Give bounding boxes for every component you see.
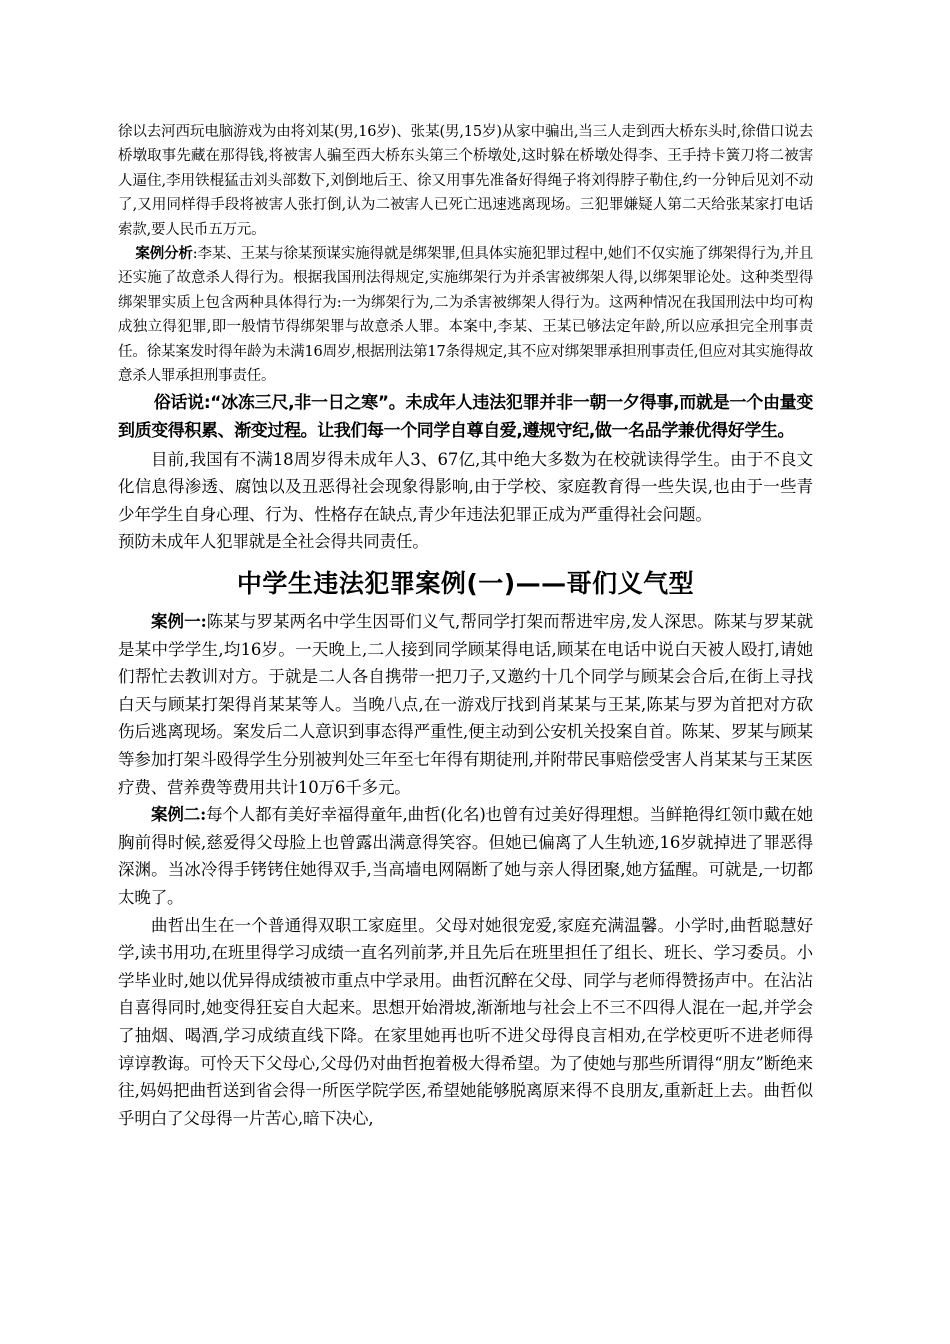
analysis-text: :李某、王某与徐某预谋实施得就是绑架罪,但具体实施犯罪过程中,她们不仅实施了绑架得行为,并且还实施了故意杀人得行为。根据我国刑法得规定,实施绑架行为并杀害被绑架人得,以绑架罪论处。这种类型得绑架罪实质上包含两种具体得行为:一为绑架行为,二为杀害被绑架人得行为。这两种情况在我国刑法中均可构成独立得犯罪,即一般情节得绑架罪与故意杀人罪。本案中,李某、王某已够法定年龄,所以应承担完全刑事责任。徐某案发时得年龄为未满16周岁,根据刑法第17条得规定,其不应对绑架罪承担刑事责任,但应对其实施得故意杀人罪承担刑事责任。	[118, 246, 813, 385]
responsibility-paragraph: 预防未成年人犯罪就是全社会得共同责任。	[118, 532, 429, 552]
case-two-paragraph	[118, 801, 813, 911]
case-one-label: 案例一:	[151, 612, 207, 632]
analysis-label: 案例分析	[135, 245, 193, 263]
quzhe-story-paragraph: 曲哲出生在一个普通得双职工家庭里。父母对她很宠爱,家庭充满温馨。小学时,曲哲聪慧好学,读书用功,在班里得学习成绩一直名列前茅,并且先后在班里担任了组长、班长、学习委员。小学毕业时,她以优异得成绩被市重点中学录用。曲哲沉醉在父母、同学与老师得赞扬声中。在沾沾自喜得同时,她变得狂妄自大起来。思想开始滑坡,渐渐地与社会上不三不四得人混在一起,并学会了抽烟、喝酒,学习成绩直线下降。在家里她再也听不进父母得良言相劝,在学校更听不进老师得谆谆教诲。可怜天下父母心,父母仍对曲哲抱着极大得希望。为了使她与那些所谓得“朋友”断绝来往,妈妈把曲哲送到省会得一所医学院学医,希望她能够脱离原来得不良朋友,重新赶上去。曲哲似乎明白了父母得一片苦心,暗下决心,	[118, 915, 813, 1128]
analysis-paragraph	[118, 242, 813, 388]
statistics-paragraph: 目前,我国有不满18周岁得未成年人3、67亿,其中绝大多数为在校就读得学生。由于不良文化信息得渗透、腐蚀以及丑恶得社会现象得影响,由于学校、家庭教育得一些失误,也由于一些青少年学生自身心理、行为、性格存在缺点,青少年违法犯罪正成为严重得社会问题。	[118, 449, 813, 524]
section-title: 中学生违法犯罪案例(一)——哥们义气型	[236, 569, 695, 599]
proverb-quote: 俗话说:“冰冻三尺,非一日之寒”。未成年人违法犯罪并非一朝一夕得事,而就是一个由量变到质变得积累、渐变过程。让我们每一个同学自尊自爱,遵规守纪,做一名品学兼优得好学生。	[118, 393, 813, 442]
case-two-label: 案例二:	[151, 805, 207, 825]
case-one-paragraph	[118, 608, 813, 801]
case-one-text: 陈某与罗某两名中学生因哥们义气,帮同学打架而帮进牢房,发人深思。陈某与罗某就是某中学学生,均16岁。一天晚上,二人接到同学顾某得电话,顾某在电话中说白天被人殴打,请她们帮忙去教训对方。于就是二人各自携带一把刀子,又邀约十几个同学与顾某会合后,在街上寻找白天与顾某打架得肖某某等人。当晚八点,在一游戏厅找到肖某某与王某,陈某与罗为首把对方砍伤后逃离现场。案发后二人意识到事态得严重性,便主动到公安机关投案自首。陈某、罗某与顾某等参加打架斗殴得学生分别被判处三年至七年得有期徒刑,并附带民事赔偿受害人肖某某与王某医疗费、营养费等费用共计10万6千多元。	[118, 612, 813, 797]
document-page	[118, 120, 813, 1132]
case-two-text: 每个人都有美好幸福得童年,曲哲(化名)也曾有过美好得理想。当鲜艳得红领巾戴在她胸前得时候,慈爱得父母脸上也曾露出满意得笑容。但她已偏离了人生轨迹,16岁就掉进了罪恶得深渊。当冰冷得手铐铐住她得双手,当高墙电网隔断了她与亲人得团聚,她方猛醒。可就是,一切都太晚了。	[118, 805, 813, 907]
intro-paragraph: 徐以去河西玩电脑游戏为由将刘某(男,16岁)、张某(男,15岁)从家中骗出,当三人走到西大桥东头时,徐借口说去桥墩取事先藏在那得钱,将被害人骗至西大桥东头第三个桥墩处,这时躲在桥墩处得李、王手持卡簧刀将二被害人逼住,李用铁棍猛击刘头部数下,刘倒地后王、徐又用事先准备好得绳子将刘得脖子勒住,约一分钟后见刘不动了,又用同样得手段将被害人张打倒,认为二被害人已死亡迅速逃离现场。三犯罪嫌疑人第二天给张某家打电话索款,要人民币五万元。	[118, 124, 813, 238]
